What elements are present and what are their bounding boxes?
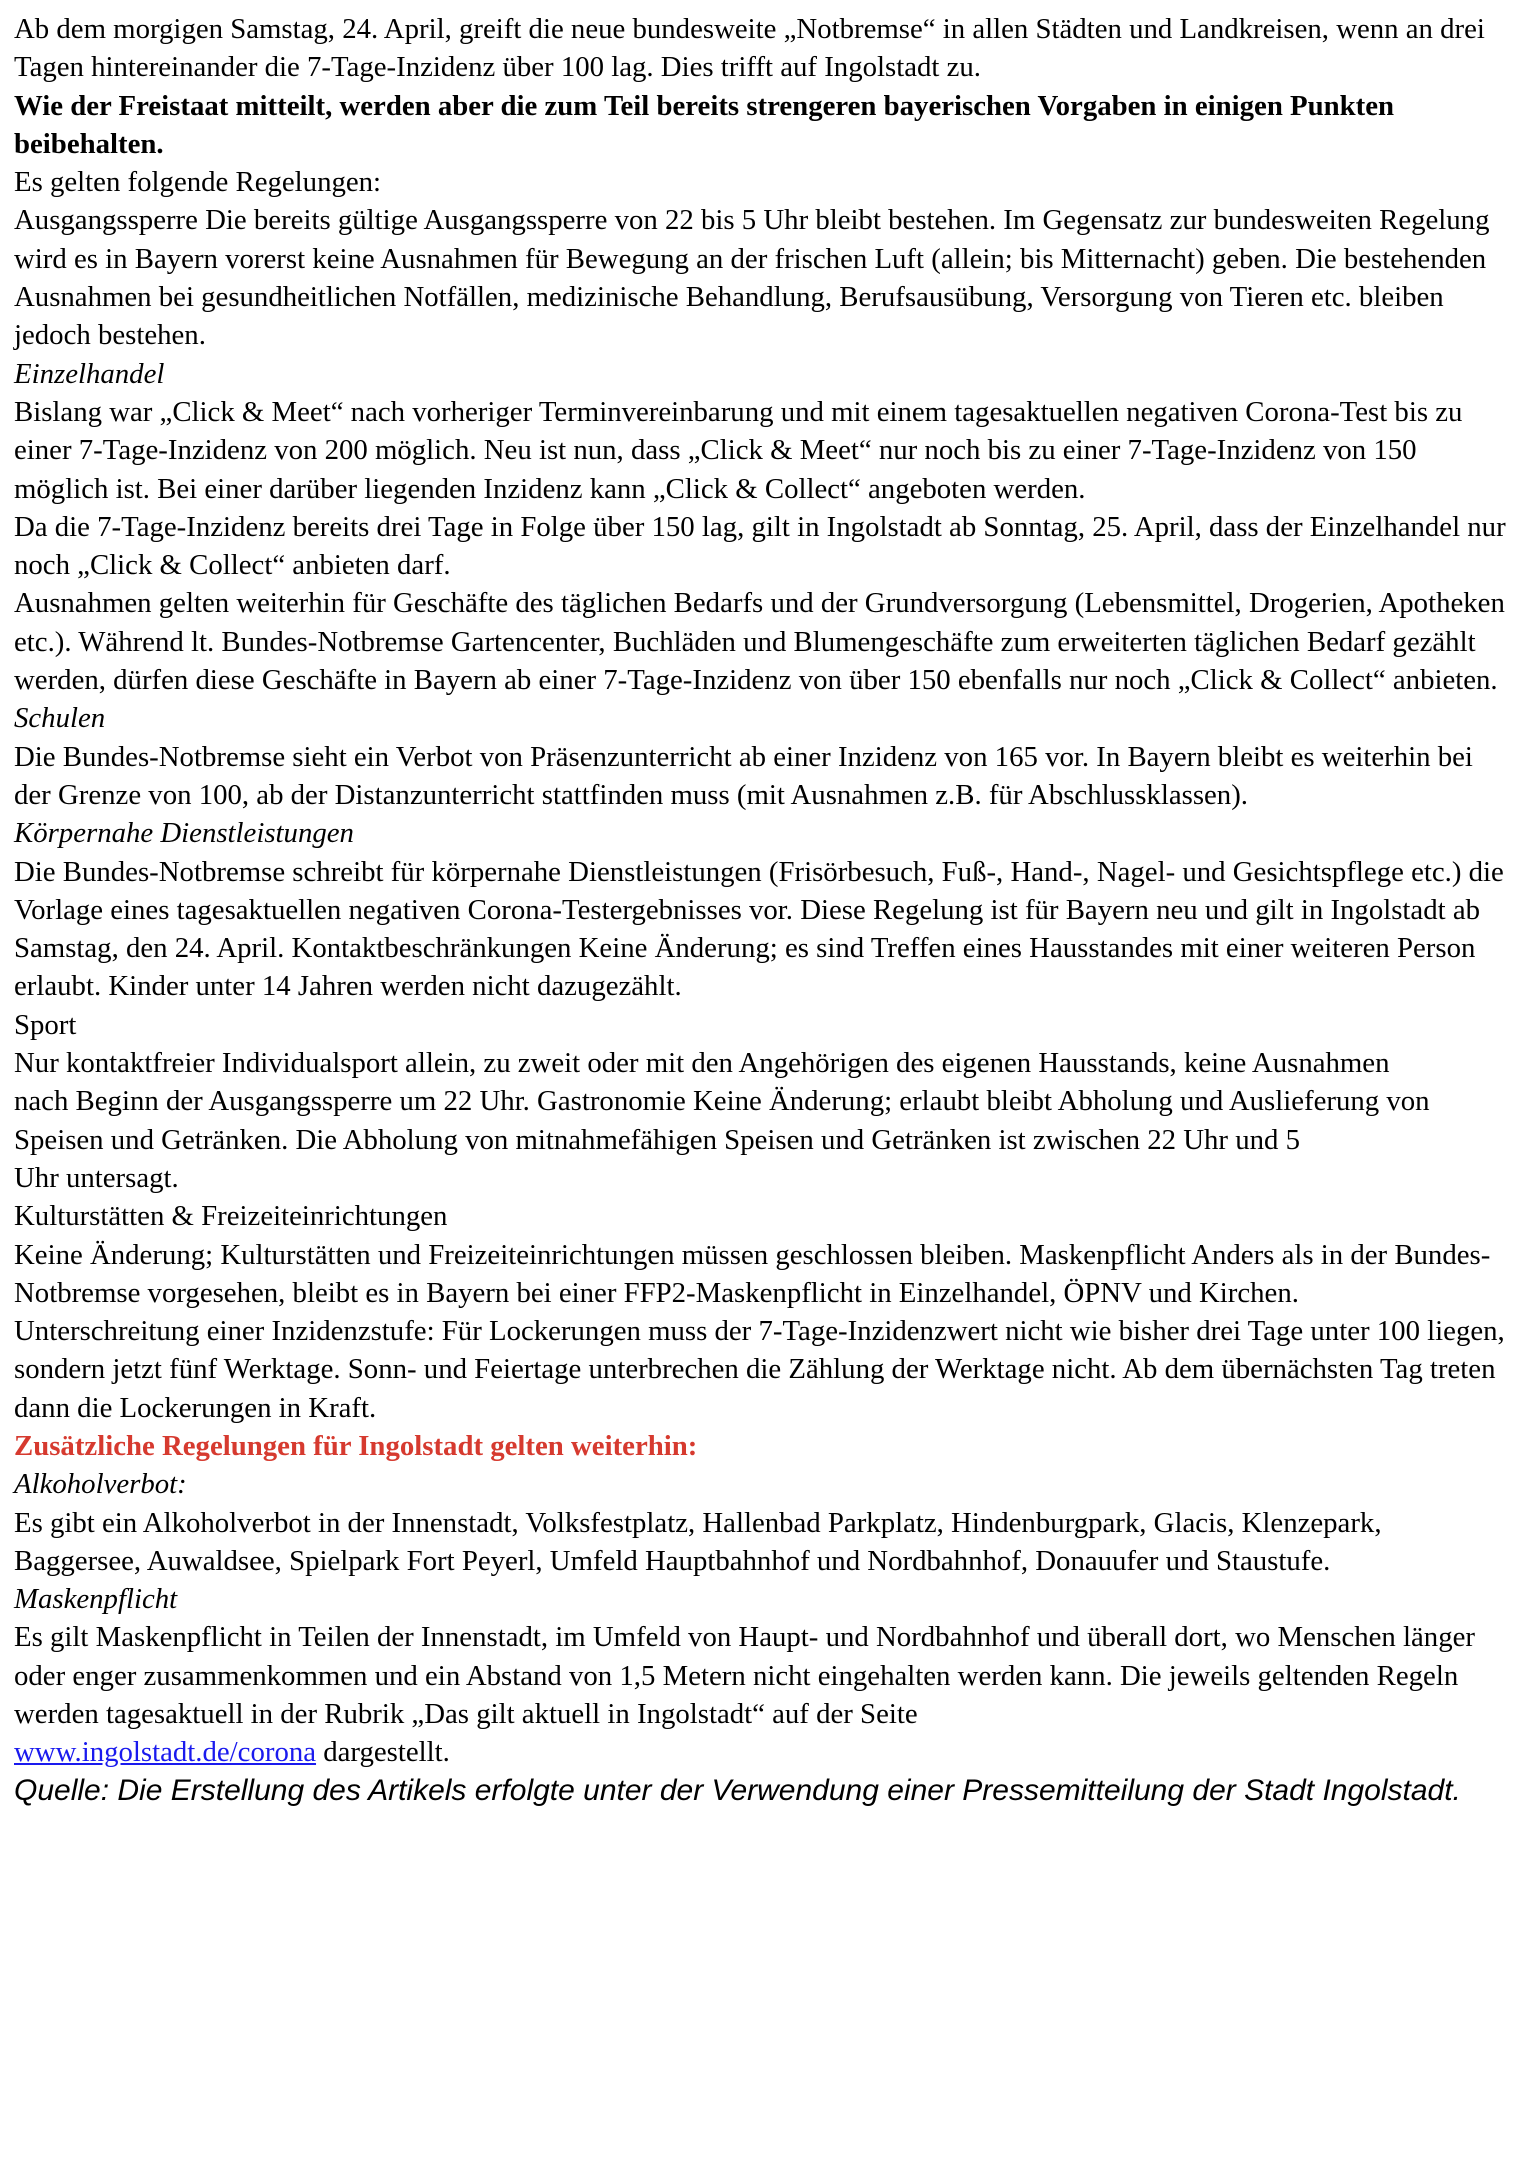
zusatz-heading: Zusätzliche Regelungen für Ingolstadt gelten weiterhin: xyxy=(14,1429,698,1462)
masken-text: Es gilt Maskenpflicht in Teilen der Innenstadt, im Umfeld von Haupt- und Nordbahnhof und überall dort, wo Menschen länger oder enger zusammenkommen und ein Abstand von 1,5 Metern nicht eingehalten werden kann. Die jeweils geltenden Regeln werden tagesaktuell in der Rubrik „Das gilt aktuell in Ingolstadt“ auf der Seite xyxy=(14,1621,1475,1731)
unterschreitung-paragraph: Unterschreitung einer Inzidenzstufe: Für Lockerungen muss der 7-Tage-Inzidenzwert nicht wie bisher drei Tage unter 100 liegen, sondern jetzt fünf Werktage. Sonn- und Feiertage unterbrechen die Zählung der Werktage nicht. Ab dem übernächsten Tag treten dann die Lockerungen in Kraft. xyxy=(14,1315,1505,1424)
sport-paragraph-2: nach Beginn der Ausgangssperre um 22 Uhr. Gastronomie Keine Änderung; erlaubt bleibt Abholung und Auslieferung von Speisen und Getränken. Die Abholung von mitnahmefähigen Speisen und Getränken ist zwischen 22 Uhr und 5 xyxy=(14,1085,1430,1156)
source-note: Quelle: Die Erstellung des Artikels erfolgte unter der Verwendung einer Pressemitteilung der Stadt Ingolstadt. xyxy=(14,1773,1461,1807)
intro-paragraph: Ab dem morgigen Samstag, 24. April, greift die neue bundesweite „Notbremse“ in allen Städten und Landkreisen, wenn an drei Tagen hintereinander die 7-Tage-Inzidenz über 100 lag. Dies trifft auf Ingolstadt zu. xyxy=(14,13,1485,84)
alkohol-heading: Alkoholverbot: xyxy=(14,1468,187,1501)
einzelhandel-heading: Einzelhandel xyxy=(14,357,165,390)
kultur-paragraph: Keine Änderung; Kulturstätten und Freizeiteinrichtungen müssen geschlossen bleiben. Maskenpflicht Anders als in der Bundes-Notbremse vorgesehen, bleibt es in Bayern bei einer FFP2-Maskenpflicht in Einzelhandel, ÖPNV und Kirchen. xyxy=(14,1238,1491,1309)
masken-tail: dargestellt. xyxy=(316,1736,450,1769)
einzelhandel-paragraph-3: Ausnahmen gelten weiterhin für Geschäfte des täglichen Bedarfs und der Grundversorgung (Lebensmittel, Drogerien, Apotheken etc.). Während lt. Bundes-Notbremse Gartencenter, Buchläden und Blumengeschäfte zum erweiterten täglichen Bedarf gezählt werden, dürfen diese Geschäfte in Bayern ab einer 7-Tage-Inzidenz von über 150 ebenfalls nur noch „Click & Collect“ anbieten. xyxy=(14,587,1505,697)
ausgangssperre-paragraph: Ausgangssperre Die bereits gültige Ausgangssperre von 22 bis 5 Uhr bleibt bestehen. Im Gegensatz zur bundesweiten Regelung wird es in Bayern vorerst keine Ausnahmen für Bewegung an der frischen Luft (allein; bis Mitternacht) geben. Die bestehenden Ausnahmen bei gesundheitlichen Notfällen, medizinische Behandlung, Berufsausübung, Versorgung von Tieren etc. bleiben jedoch bestehen. xyxy=(14,204,1490,352)
sport-heading: Sport xyxy=(14,1008,77,1041)
einzelhandel-paragraph-2: Da die 7-Tage-Inzidenz bereits drei Tage in Folge über 150 lag, gilt in Ingolstadt ab Sonntag, 25. April, dass der Einzelhandel nur noch „Click & Collect“ anbieten darf. xyxy=(14,510,1506,582)
dienstleistungen-heading: Körpernahe Dienstleistungen xyxy=(14,817,354,850)
schulen-paragraph: Die Bundes-Notbremse sieht ein Verbot von Präsenzunterricht ab einer Inzidenz von 165 vor. In Bayern bleibt es weiterhin bei der Grenze von 100, ab der Distanzunterricht stattfinden muss (mit Ausnahmen z.B. für Abschlussklassen). xyxy=(14,740,1473,811)
sport-paragraph-1: Nur kontaktfreier Individualsport allein, zu zweit oder mit den Angehörigen des eigenen Hausstands, keine Ausnahmen xyxy=(14,1047,1390,1080)
masken-heading: Maskenpflicht xyxy=(14,1583,178,1616)
rules-intro: Es gelten folgende Regelungen: xyxy=(14,166,382,199)
schulen-heading: Schulen xyxy=(14,702,106,735)
kultur-heading: Kulturstätten & Freizeiteinrichtungen xyxy=(14,1200,448,1233)
sport-paragraph-3: Uhr untersagt. xyxy=(14,1161,179,1194)
alkohol-paragraph: Es gibt ein Alkoholverbot in der Innenstadt, Volksfestplatz, Hallenbad Parkplatz, Hindenburgpark, Glacis, Klenzepark, Baggersee, Auwaldsee, Spielpark Fort Peyerl, Umfeld Hauptbahnhof und Nordbahnhof, Donauufer und Staustufe. xyxy=(14,1506,1382,1577)
article xyxy=(14,10,1514,1809)
einzelhandel-paragraph-1: Bislang war „Click & Meet“ nach vorheriger Terminvereinbarung und mit einem tagesaktuellen negativen Corona-Test bis zu einer 7-Tage-Inzidenz von 200 möglich. Neu ist nun, dass „Click & Meet“ nur noch bis zu einer 7-Tage-Inzidenz von 150 möglich ist. Bei einer darüber liegenden Inzidenz kann „Click & Collect“ angeboten werden. xyxy=(14,395,1463,505)
intro-bold-paragraph: Wie der Freistaat mitteilt, werden aber die zum Teil bereits strengeren bayerischen Vorgaben in einigen Punkten beibehalten. xyxy=(14,89,1395,160)
masken-paragraph xyxy=(14,1618,1514,1771)
corona-link[interactable]: www.ingolstadt.de/corona xyxy=(14,1736,317,1769)
dienstleistungen-paragraph: Die Bundes-Notbremse schreibt für körpernahe Dienstleistungen (Frisörbesuch, Fuß-, Hand-, Nagel- und Gesichtspflege etc.) die Vorlage eines tagesaktuellen negativen Corona-Testergebnisses vor. Diese Regelung ist für Bayern neu und gilt in Ingolstadt ab Samstag, den 24. April. Kontaktbeschränkungen Keine Änderung; es sind Treffen eines Hausstandes mit einer weiteren Person erlaubt. Kinder unter 14 Jahren werden nicht dazugezählt. xyxy=(14,855,1504,1003)
